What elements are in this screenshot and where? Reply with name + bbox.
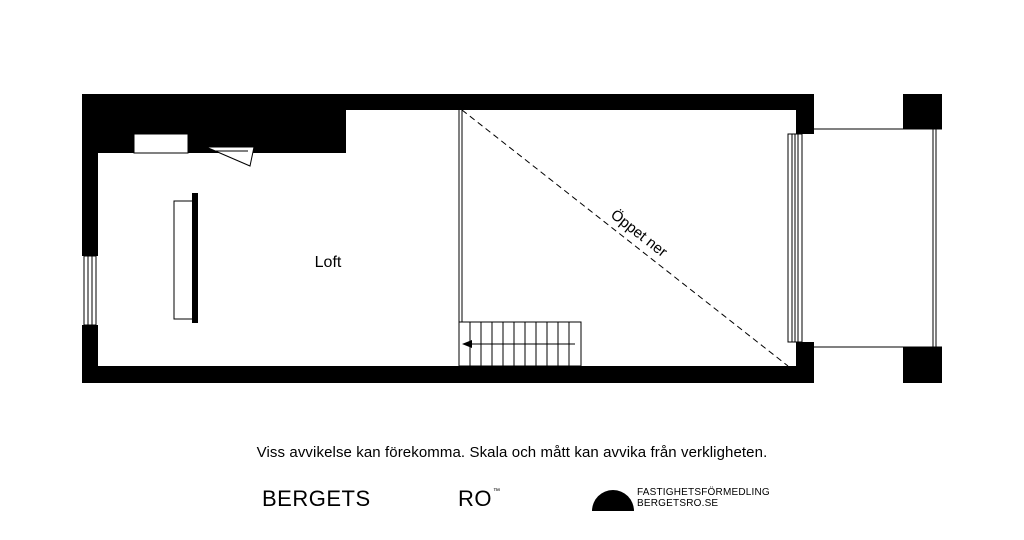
balcony <box>802 129 942 347</box>
void-label: Öppet ner <box>607 206 671 261</box>
wall-unit <box>174 193 198 323</box>
logo-line-website: BERGETSRO.SE <box>637 498 719 509</box>
trademark-mark: ™ <box>493 488 501 495</box>
brand-name-part2 <box>458 486 501 512</box>
dome-logo-icon <box>591 489 635 511</box>
left-window <box>84 256 96 325</box>
room-label-loft: Loft <box>314 254 342 271</box>
logo-line-agency: FASTIGHETSFÖRMEDLING <box>637 487 770 498</box>
brand-name-part1: BERGETS <box>262 486 371 511</box>
balcony-door <box>788 134 802 342</box>
disclaimer-text: Viss avvikelse kan förekomma. Skala och mått kan avvika från verkligheten. <box>256 444 768 461</box>
agency-logo <box>591 485 791 511</box>
brand-ro: RO <box>458 486 492 511</box>
